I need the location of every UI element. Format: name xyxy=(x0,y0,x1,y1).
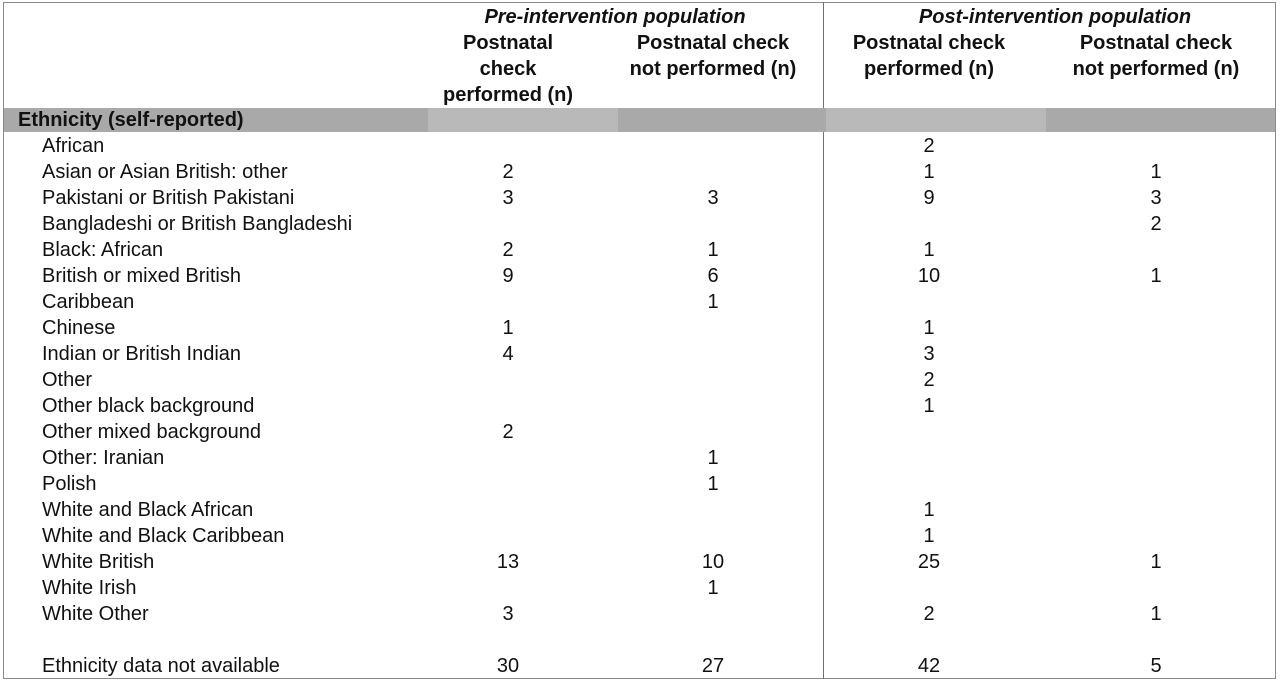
header-pre-performed xyxy=(438,30,578,108)
table-row xyxy=(0,471,1280,497)
cell-post-performed: 1 xyxy=(923,161,935,183)
row-label: British or mixed British xyxy=(42,265,241,287)
header-pre-not-performed xyxy=(606,30,820,82)
cell-pre-not-performed: 1 xyxy=(707,291,719,313)
table-row xyxy=(0,367,1280,393)
table-row xyxy=(0,445,1280,471)
row-label: African xyxy=(42,135,105,157)
cell-pre-not-performed: 6 xyxy=(707,265,719,287)
header-line: Postnatal check xyxy=(1079,32,1233,54)
cell-post-not-performed: 1 xyxy=(1150,161,1162,183)
table-row xyxy=(0,159,1280,185)
table-row xyxy=(0,601,1280,627)
cell-post-performed: 1 xyxy=(923,317,935,339)
cell-pre-not-performed: 1 xyxy=(707,239,719,261)
header-post-not-performed xyxy=(1046,30,1266,82)
cell-post-performed: 10 xyxy=(917,265,941,287)
cell-post-performed: 9 xyxy=(923,187,935,209)
cell-post-not-performed: 5 xyxy=(1150,655,1162,677)
table-row xyxy=(0,133,1280,159)
row-label: Caribbean xyxy=(42,291,135,313)
header-line: performed (n) xyxy=(864,58,994,80)
cell-pre-performed: 13 xyxy=(496,551,520,573)
header-line: Postnatal check xyxy=(852,32,1006,54)
band-shade xyxy=(428,108,618,132)
cell-pre-not-performed: 1 xyxy=(707,473,719,495)
header-post-performed xyxy=(830,30,1028,82)
cell-pre-not-performed: 10 xyxy=(701,551,725,573)
cell-post-performed: 1 xyxy=(923,239,935,261)
table-row xyxy=(0,575,1280,601)
row-label: Pakistani or British Pakistani xyxy=(42,187,295,209)
cell-post-not-performed: 1 xyxy=(1150,265,1162,287)
cell-post-performed: 2 xyxy=(923,369,935,391)
cell-post-performed: 3 xyxy=(923,343,935,365)
table-row xyxy=(0,419,1280,445)
header-line: not performed (n) xyxy=(629,58,797,80)
cell-pre-performed: 2 xyxy=(502,161,514,183)
table-row xyxy=(0,237,1280,263)
cell-pre-not-performed: 3 xyxy=(707,187,719,209)
table-row xyxy=(0,263,1280,289)
table-row xyxy=(0,315,1280,341)
header-line: performed (n) xyxy=(443,84,573,106)
table-row xyxy=(0,549,1280,575)
row-label: Bangladeshi or British Bangladeshi xyxy=(42,213,353,235)
band-shade xyxy=(826,108,1046,132)
row-label: White and Black African xyxy=(42,499,254,521)
row-label: White Irish xyxy=(42,577,137,599)
row-label: Other black background xyxy=(42,395,255,417)
table-row xyxy=(0,523,1280,549)
row-label: Polish xyxy=(42,473,97,495)
table-row xyxy=(0,185,1280,211)
cell-pre-performed: 1 xyxy=(502,317,514,339)
row-label: White Other xyxy=(42,603,149,625)
cell-post-performed: 25 xyxy=(917,551,941,573)
row-label: Other xyxy=(42,369,93,391)
table-row xyxy=(0,393,1280,419)
table-row xyxy=(0,211,1280,237)
cell-pre-performed: 3 xyxy=(502,187,514,209)
table-row xyxy=(0,497,1280,523)
row-label: Indian or British Indian xyxy=(42,343,242,365)
header-line: check xyxy=(479,58,537,80)
cell-post-not-performed: 2 xyxy=(1150,213,1162,235)
cell-post-performed: 1 xyxy=(923,395,935,417)
cell-pre-performed: 2 xyxy=(502,239,514,261)
cell-pre-not-performed: 1 xyxy=(707,447,719,469)
row-label: Other: Iranian xyxy=(42,447,165,469)
cell-post-performed: 2 xyxy=(923,603,935,625)
cell-post-performed: 1 xyxy=(923,499,935,521)
cell-pre-performed: 3 xyxy=(502,603,514,625)
cell-post-not-performed: 1 xyxy=(1150,551,1162,573)
cell-pre-performed: 30 xyxy=(496,655,520,677)
section-label-ethnicity: Ethnicity (self-reported) xyxy=(18,109,244,131)
header-line: Postnatal check xyxy=(636,32,790,54)
cell-pre-not-performed: 27 xyxy=(701,655,725,677)
cell-pre-performed: 4 xyxy=(502,343,514,365)
cell-post-performed: 2 xyxy=(923,135,935,157)
cell-pre-performed: 2 xyxy=(502,421,514,443)
post-intervention-title: Post-intervention population xyxy=(918,6,1192,28)
table-row xyxy=(0,289,1280,315)
cell-post-performed: 42 xyxy=(917,655,941,677)
pre-intervention-title: Pre-intervention population xyxy=(484,6,746,28)
row-label: White and Black Caribbean xyxy=(42,525,285,547)
row-label: Chinese xyxy=(42,317,116,339)
cell-post-not-performed: 3 xyxy=(1150,187,1162,209)
header-line: not performed (n) xyxy=(1072,58,1240,80)
row-label: Ethnicity data not available xyxy=(42,655,280,677)
row-label: Asian or Asian British: other xyxy=(42,161,288,183)
table-row-ethnicity-unavailable xyxy=(0,653,1280,679)
row-label: Other mixed background xyxy=(42,421,262,443)
cell-pre-not-performed: 1 xyxy=(707,577,719,599)
cell-post-not-performed: 1 xyxy=(1150,603,1162,625)
row-label: White British xyxy=(42,551,155,573)
header-line: Postnatal xyxy=(462,32,554,54)
cell-post-performed: 1 xyxy=(923,525,935,547)
table-row xyxy=(0,341,1280,367)
row-label: Black: African xyxy=(42,239,164,261)
cell-pre-performed: 9 xyxy=(502,265,514,287)
